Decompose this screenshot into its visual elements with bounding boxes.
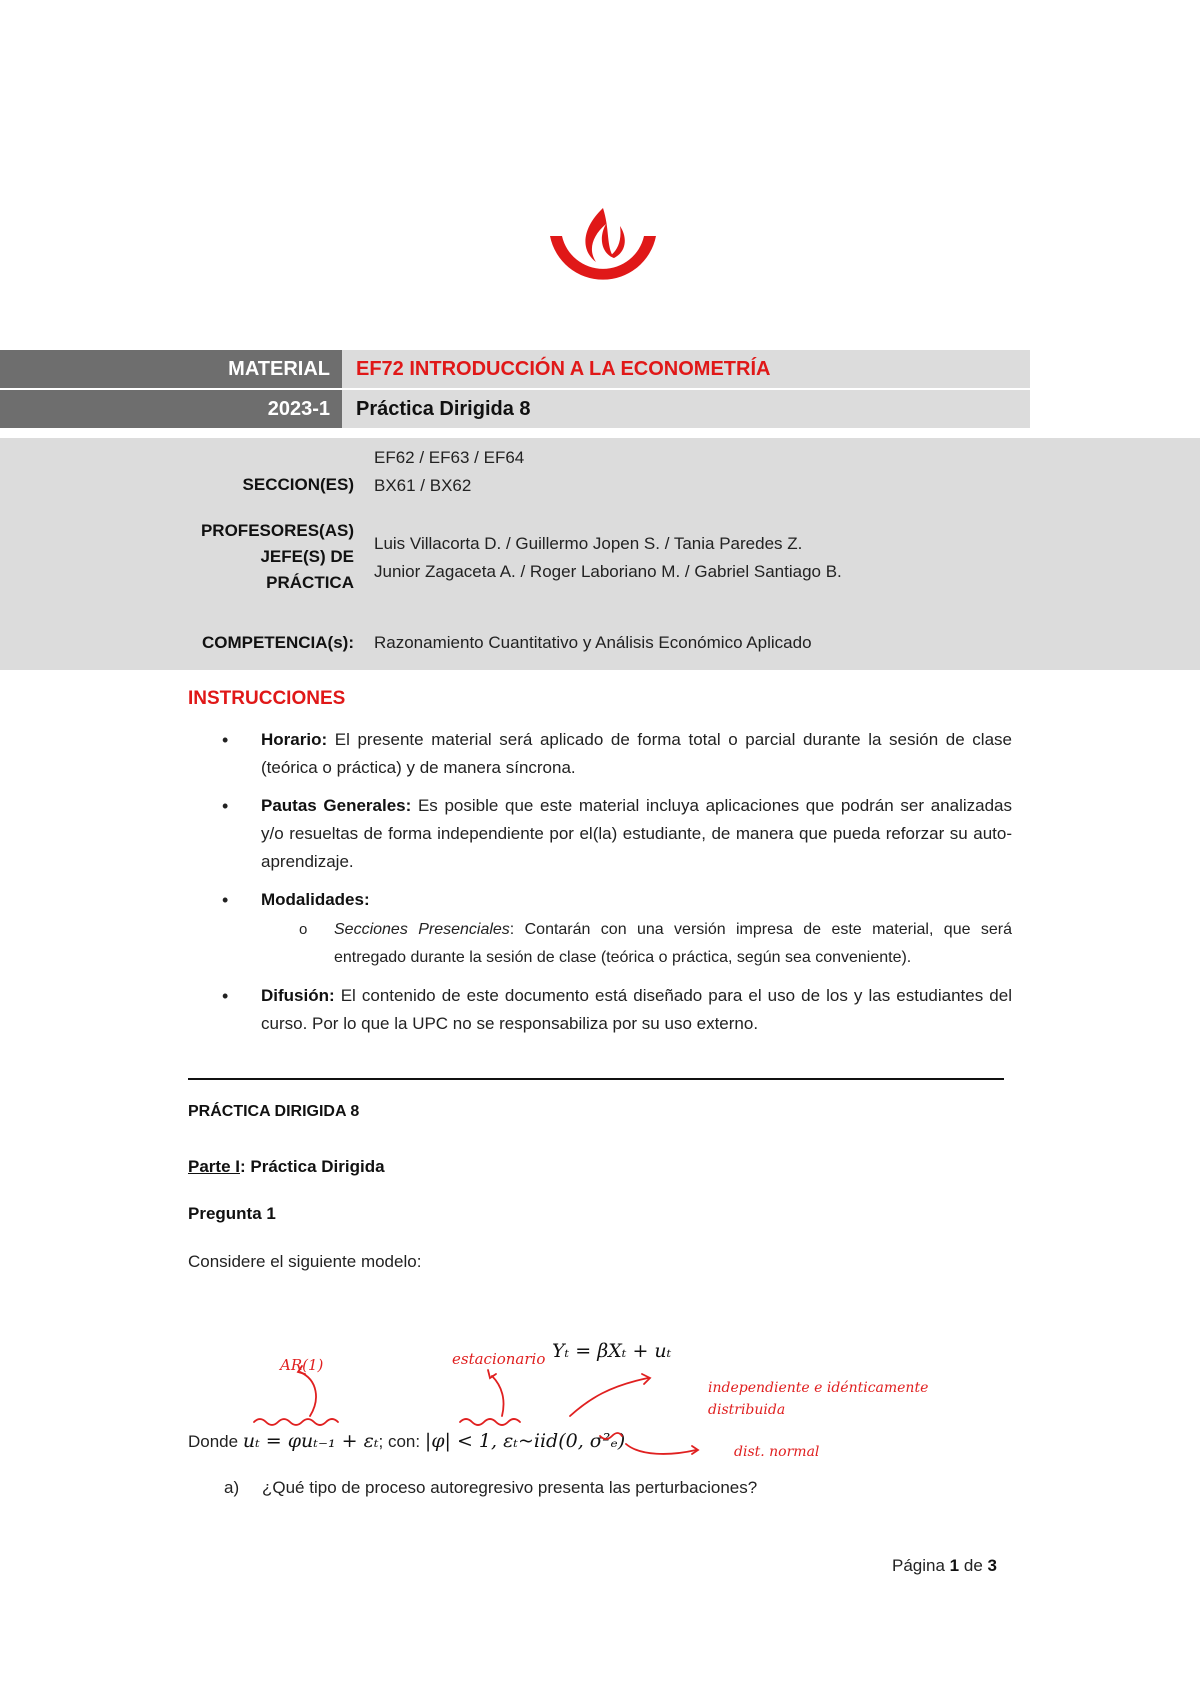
sub-list-item bbox=[261, 916, 1012, 972]
horario-text: El presente material será aplicado de forma total o parcial durante la sesión de clase (teórica o práctica) y de manera síncrona. bbox=[261, 730, 1012, 777]
upc-logo bbox=[540, 204, 666, 312]
difusion-text: El contenido de este documento está diseñado para el uso de los y las estudiantes del curso. Por lo que la UPC no se responsabiliza por su uso externo. bbox=[261, 986, 1012, 1033]
list-item bbox=[188, 792, 1012, 876]
presenciales-text: : Contarán con una versión impresa de este material, que será entregado durante la sesión de clase (teórica o práctica, según sea conveniente). bbox=[334, 921, 1012, 966]
material-label: MATERIAL bbox=[0, 350, 342, 388]
sections-line-1: EF62 / EF63 / EF64 bbox=[374, 448, 525, 467]
course-title: EF72 INTRODUCCIÓN A LA ECONOMETRÍA bbox=[342, 350, 1030, 388]
item-a-label: a) bbox=[224, 1478, 240, 1497]
professors-line-2: Junior Zagaceta A. / Roger Laboriano M. / Gabriel Santiago B. bbox=[374, 562, 842, 581]
instructions-list bbox=[188, 726, 1012, 1048]
page-number bbox=[892, 1556, 997, 1576]
document-title: Práctica Dirigida 8 bbox=[342, 390, 1030, 428]
part-heading bbox=[188, 1157, 385, 1177]
part-title: : Práctica Dirigida bbox=[239, 1157, 385, 1176]
professors-label-2: JEFE(S) DE bbox=[260, 547, 354, 566]
course-info-block bbox=[0, 438, 1200, 670]
list-item bbox=[188, 982, 1012, 1038]
question-label: Pregunta 1 bbox=[188, 1204, 276, 1223]
difusion-label: Difusión: bbox=[261, 986, 335, 1005]
list-item bbox=[188, 886, 1012, 972]
professors-label-3: PRÁCTICA bbox=[266, 573, 354, 592]
page-total: 3 bbox=[987, 1556, 997, 1575]
model-equation: Yₜ = βXₜ + uₜ bbox=[552, 1340, 672, 1362]
annotation-ar1: AR(1) bbox=[280, 1356, 324, 1374]
condition-stationary: |φ| < 1, bbox=[424, 1430, 504, 1452]
page-of: de bbox=[959, 1556, 988, 1575]
presenciales-label: Secciones Presenciales bbox=[334, 921, 510, 938]
header-row-material bbox=[0, 350, 1030, 388]
term-label: 2023-1 bbox=[0, 390, 342, 428]
professors-line-1: Luis Villacorta D. / Guillermo Jopen S. / Tania Paredes Z. bbox=[374, 534, 803, 553]
sections-line-2: BX61 / BX62 bbox=[374, 476, 472, 495]
page-prefix: Página bbox=[892, 1556, 950, 1575]
sections-label: SECCION(ES) bbox=[242, 475, 354, 494]
competence-label: COMPETENCIA(s): bbox=[201, 633, 354, 652]
pautas-text: Es posible que este material incluya aplicaciones que podrán ser analizadas y/o resueltas de forma independiente por el(la) estudiante, de manera que pueda reforzar su auto-aprendizaje. bbox=[261, 796, 1012, 871]
question-prompt: Considere el siguiente modelo: bbox=[188, 1252, 422, 1271]
professors-label-1: PROFESORES(AS) bbox=[200, 521, 354, 540]
instructions-heading: INSTRUCCIONES bbox=[188, 688, 346, 709]
horario-label: Horario: bbox=[261, 730, 328, 749]
condition-iid: εₜ~iid(0, σ²ₑ) bbox=[503, 1430, 626, 1452]
item-a-text: ¿Qué tipo de proceso autoregresivo presenta las perturbaciones? bbox=[262, 1478, 758, 1497]
annotation-iid-line-1: independiente e idénticamente bbox=[708, 1380, 929, 1396]
page-current: 1 bbox=[949, 1556, 960, 1575]
practice-title: PRÁCTICA DIRIGIDA 8 bbox=[188, 1103, 360, 1120]
pautas-label: Pautas Generales: bbox=[261, 796, 412, 815]
modalidades-label: Modalidades: bbox=[261, 890, 370, 909]
part-label: Parte I bbox=[188, 1157, 240, 1176]
divider bbox=[188, 1078, 1004, 1080]
where-label: Donde bbox=[188, 1432, 243, 1451]
annotation-normal: dist. normal bbox=[734, 1444, 820, 1460]
list-item bbox=[188, 726, 1012, 782]
header-row-term bbox=[0, 390, 1030, 428]
competence-value: Razonamiento Cuantitativo y Análisis Económico Aplicado bbox=[374, 633, 812, 652]
conditions-label: ; con: bbox=[378, 1432, 425, 1451]
annotation-iid-line-2: distribuida bbox=[708, 1402, 786, 1418]
error-equation: uₜ = φuₜ₋₁ + εₜ bbox=[242, 1430, 379, 1452]
annotation-stationary: estacionario bbox=[452, 1350, 546, 1368]
